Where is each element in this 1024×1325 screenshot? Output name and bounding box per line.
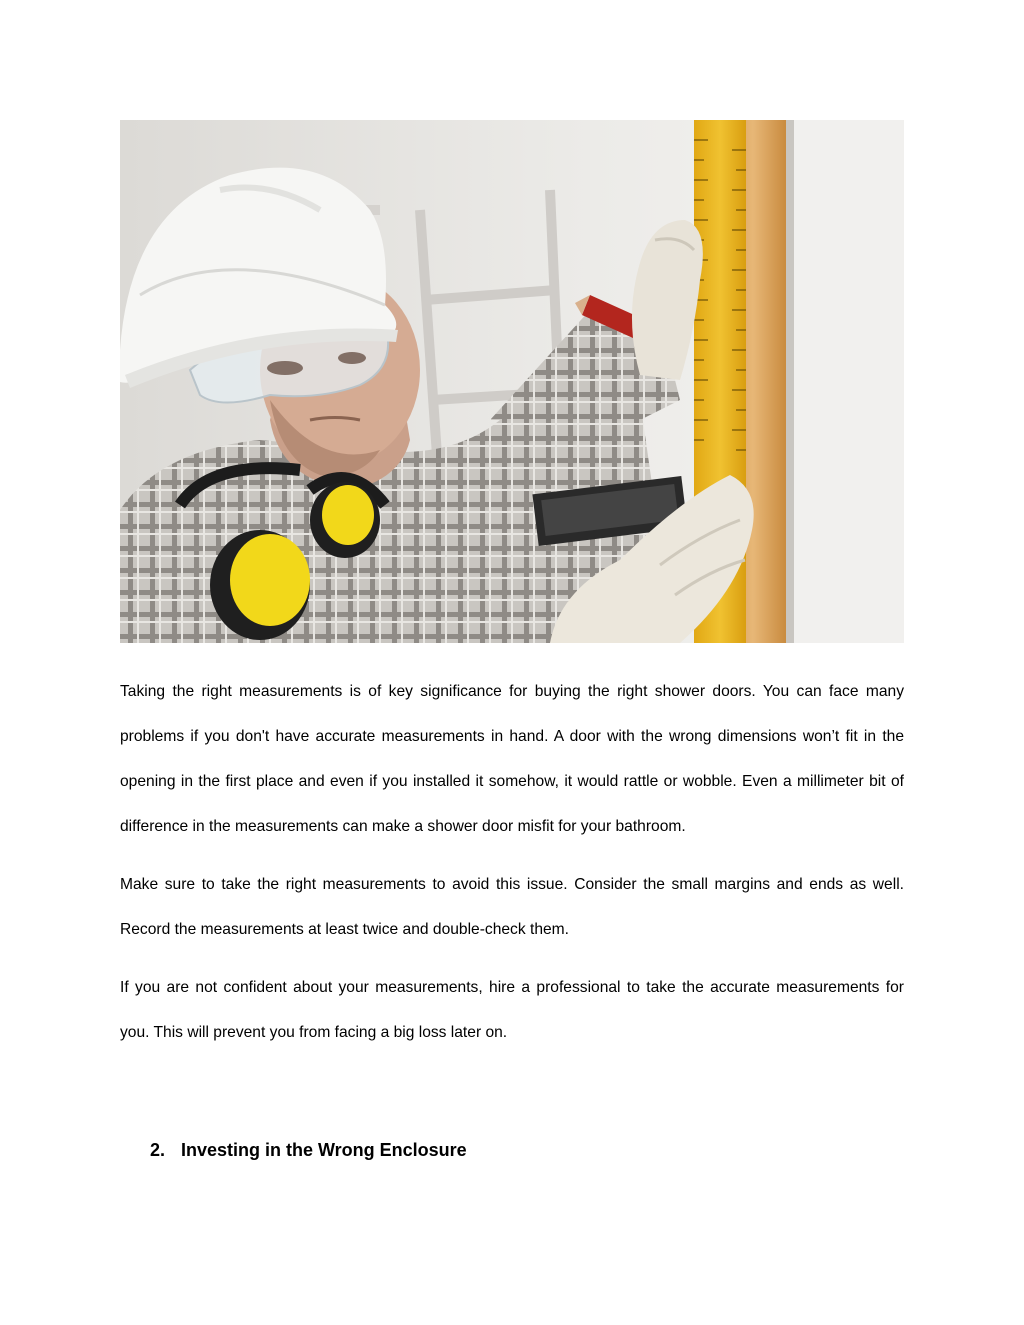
- paragraph-measurements-importance: Taking the right measurements is of key significance for buying the right shower doors. You can face many problems if you don't have accurate measurements in hand. A door with the wrong dimensions won’t fit in the opening in the first place and even if you installed it somehow, it would rattle or wobble. Even a millimeter bit of difference in the measurements can make a shower door misfit for your bathroom.: [120, 683, 904, 835]
- section-number: 2.: [150, 1140, 166, 1160]
- worker-measuring-photo: [120, 120, 904, 643]
- paragraph-hire-professional: If you are not confident about your measurements, hire a professional to take the accurate measurements for you. This will prevent you from facing a big loss later on.: [120, 979, 904, 1041]
- section-title: Investing in the Wrong Enclosure: [181, 1140, 467, 1160]
- section-heading: [150, 1137, 467, 1163]
- paragraph-double-check: Make sure to take the right measurements to avoid this issue. Consider the small margins and ends as well. Record the measurements at least twice and double-check them.: [120, 876, 904, 938]
